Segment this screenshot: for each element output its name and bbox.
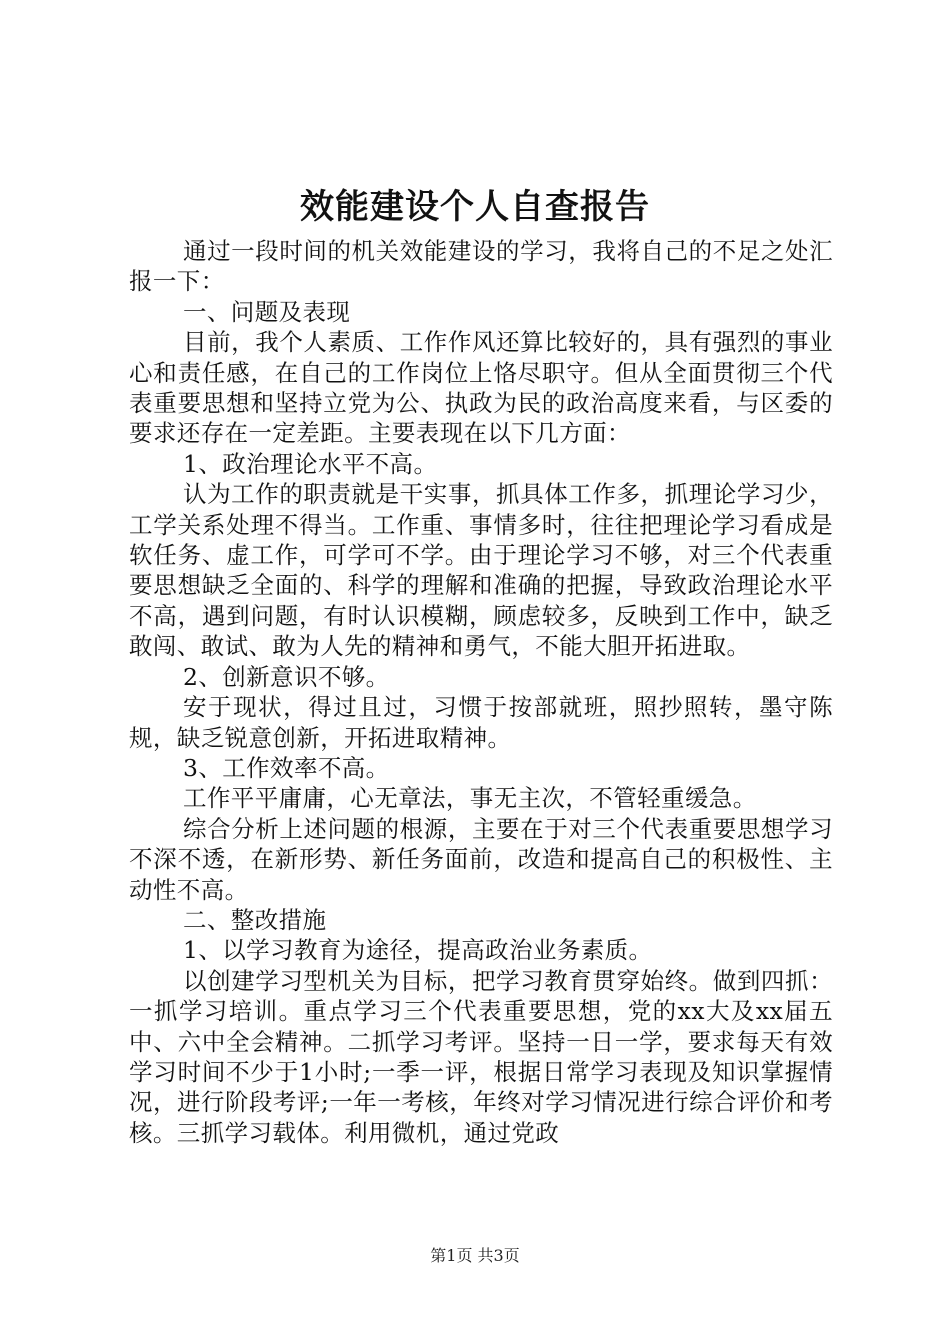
paragraph-learning-education: 以创建学习型机关为目标，把学习教育贯穿始终。做到四抓：一抓学习培训。重点学习三个代表重要思想，党的xx大及xx届五中、六中全会精神。二抓学习考评。坚持一日一学，要求每天有效学习时间不少于1小时;一季一评，根据日常学习表现及知识掌握情况，进行阶段考评;一年一考核，年终对学习情况进行综合评价和考核。三抓学习载体。利用微机，通过党政 xyxy=(129,966,833,1147)
subheading-innovation: 2、创新意识不够。 xyxy=(183,662,390,691)
section-heading-problems: 一、问题及表现 xyxy=(183,297,351,326)
paragraph-current-status: 目前，我个人素质、工作作风还算比较好的，具有强烈的事业心和责任感，在自己的工作岗位上恪尽职守。但从全面贯彻三个代表重要思想和坚持立党为公、执政为民的政治高度来看，与区委的要求还存在一定差距。主要表现在以下几方面： xyxy=(129,328,833,448)
subheading-learning-education: 1、以学习教育为途径，提高政治业务素质。 xyxy=(183,936,653,965)
document-title: 效能建设个人自查报告 xyxy=(300,187,650,227)
document-body xyxy=(129,236,833,1148)
subheading-efficiency: 3、工作效率不高。 xyxy=(183,753,390,782)
paragraph-intro: 通过一段时间的机关效能建设的学习，我将自己的不足之处汇报一下： xyxy=(129,237,833,296)
subheading-theory-level: 1、政治理论水平不高。 xyxy=(183,449,438,478)
page-footer: 第1页 共3页 xyxy=(430,1246,520,1265)
paragraph-innovation: 安于现状，得过且过，习惯于按部就班，照抄照转，墨守陈规，缺乏锐意创新，开拓进取精神。 xyxy=(129,693,833,752)
paragraph-root-cause: 综合分析上述问题的根源，主要在于对三个代表重要思想学习不深不透，在新形势、新任务面前，改造和提高自己的积极性、主动性不高。 xyxy=(129,814,833,904)
section-heading-measures: 二、整改措施 xyxy=(183,905,327,934)
paragraph-theory-level: 认为工作的职责就是干实事，抓具体工作多，抓理论学习少，工学关系处理不得当。工作重、事情多时，往往把理论学习看成是软任务、虚工作，可学可不学。由于理论学习不够，对三个代表重要思想缺乏全面的、科学的理解和准确的把握，导致政治理论水平不高，遇到问题，有时认识模糊，顾虑较多，反映到工作中，缺乏敢闯、敢试、敢为人先的精神和勇气，不能大胆开拓进取。 xyxy=(129,480,833,661)
paragraph-efficiency: 工作平平庸庸，心无章法，事无主次，不管轻重缓急。 xyxy=(183,784,757,813)
